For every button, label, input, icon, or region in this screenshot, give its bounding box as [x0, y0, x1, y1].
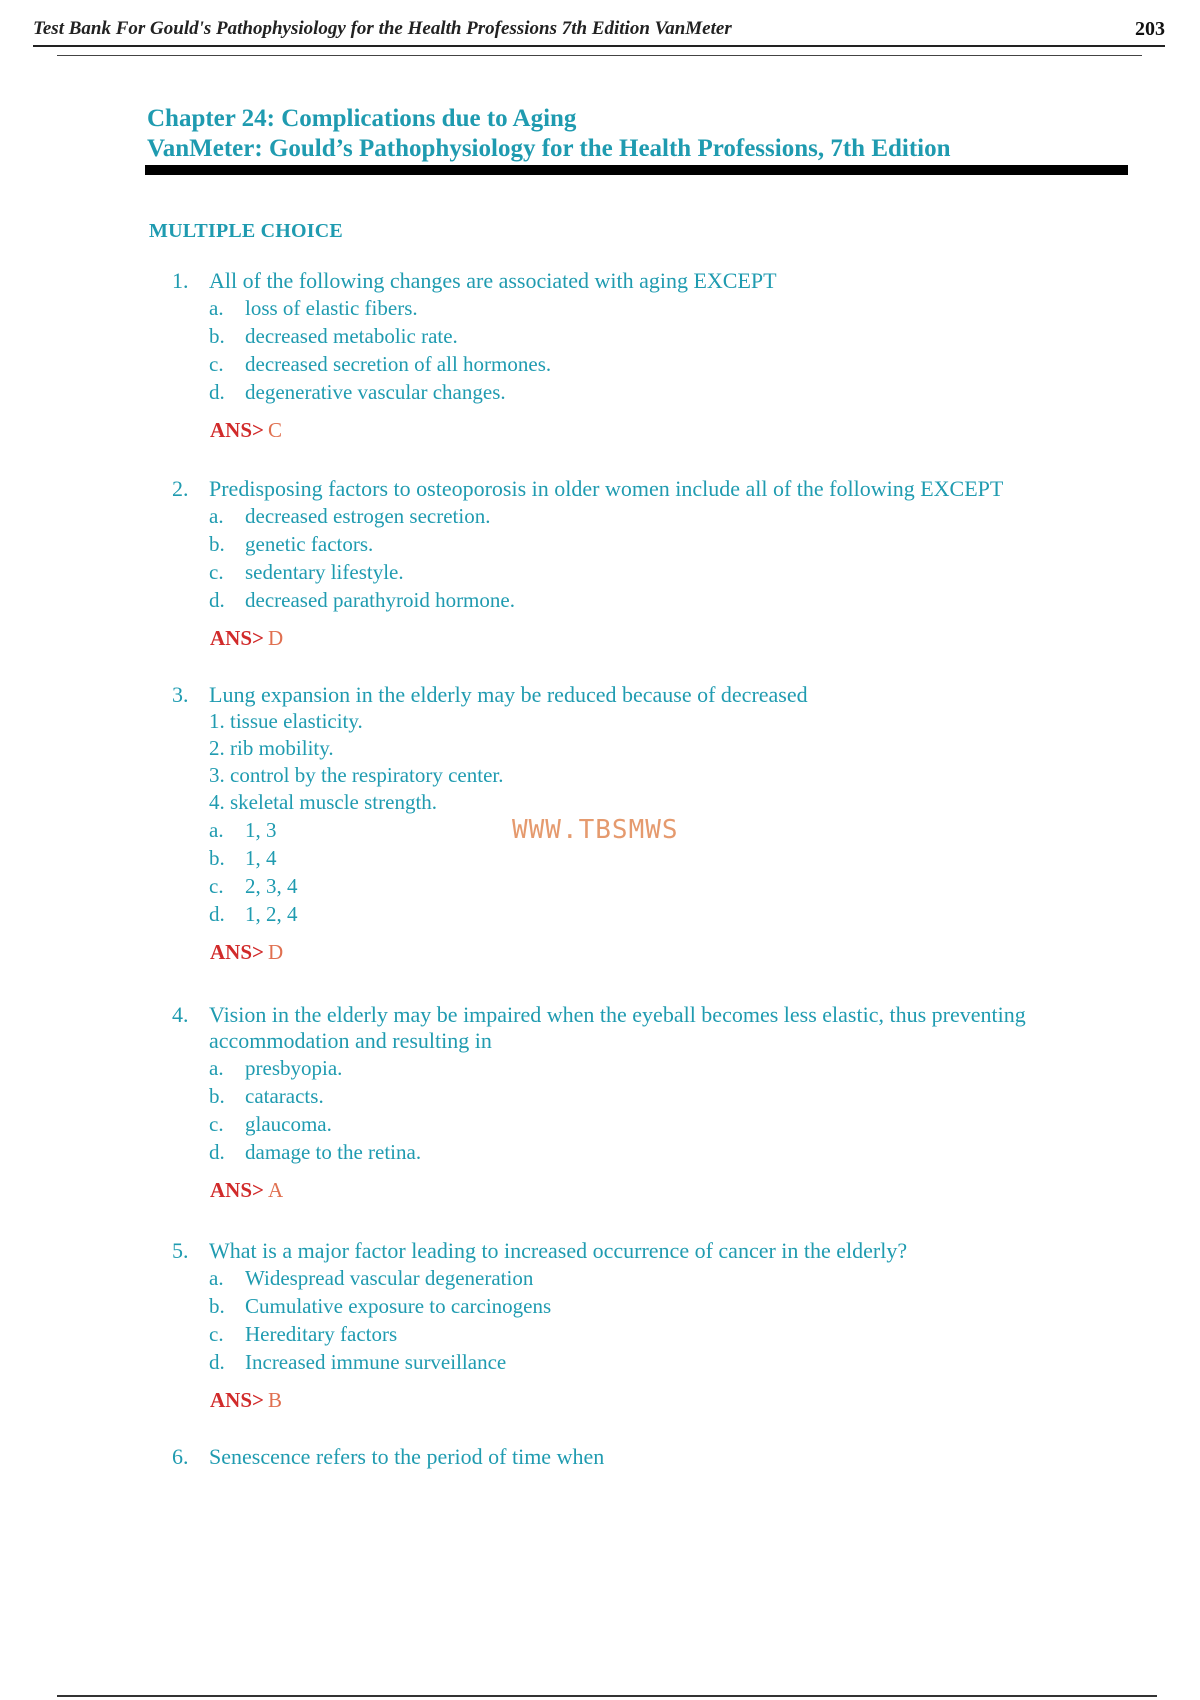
question-stem: What is a major factor leading to increased occurrence of cancer in the elderly?	[209, 1238, 908, 1263]
option-c: c. 2, 3, 4	[209, 874, 298, 898]
running-header-title: Test Bank For Gould's Pathophysiology for the Health Professions 7th Edition VanMeter	[33, 18, 732, 39]
option-a: a. loss of elastic fibers.	[209, 296, 418, 320]
answer: ANS> D	[210, 626, 284, 650]
question-number: 5.	[172, 1238, 189, 1263]
question-stem: Lung expansion in the elderly may be reduced because of decreased	[209, 682, 808, 707]
question-stem: All of the following changes are associated with aging EXCEPT	[209, 268, 777, 293]
answer: ANS> D	[210, 940, 284, 964]
option-a: a. Widespread vascular degeneration	[209, 1266, 534, 1290]
question-number: 1.	[172, 268, 189, 293]
watermark: WWW.TBSMWS	[512, 815, 679, 845]
option-d: d. degenerative vascular changes.	[209, 380, 506, 404]
question-number: 2.	[172, 476, 189, 501]
title-divider	[145, 165, 1128, 175]
option-b: b. genetic factors.	[209, 532, 374, 556]
book-title: VanMeter: Gould’s Pathophysiology for the Health Professions, 7th Edition	[147, 135, 951, 162]
option-a: a. presbyopia.	[209, 1056, 343, 1080]
statement-2: 2. rib mobility.	[209, 736, 334, 760]
option-b: b. cataracts.	[209, 1084, 324, 1108]
option-d: d. 1, 2, 4	[209, 902, 298, 926]
header-rule-thin	[57, 55, 1142, 56]
option-d: d. decreased parathyroid hormone.	[209, 588, 515, 612]
header-rule	[33, 45, 1165, 47]
statement-1: 1. tissue elasticity.	[209, 709, 363, 733]
statement-4: 4. skeletal muscle strength.	[209, 790, 438, 814]
question-4	[172, 1002, 1132, 1203]
option-c: c. Hereditary factors	[209, 1322, 398, 1346]
option-b: b. decreased metabolic rate.	[209, 324, 458, 348]
question-1	[172, 268, 1132, 443]
question-stem: Predisposing factors to osteoporosis in older women include all of the following EXCEPT	[209, 476, 1004, 501]
question-number: 4.	[172, 1002, 189, 1027]
option-d: d. damage to the retina.	[209, 1140, 422, 1164]
question-number: 6.	[172, 1444, 189, 1469]
question-stem: Senescence refers to the period of time when	[209, 1444, 605, 1469]
answer: ANS> C	[210, 418, 282, 442]
option-a: a. decreased estrogen secretion.	[209, 504, 491, 528]
option-c: c. decreased secretion of all hormones.	[209, 352, 552, 376]
option-b: b. Cumulative exposure to carcinogens	[209, 1294, 552, 1318]
option-d: d. Increased immune surveillance	[209, 1350, 507, 1374]
statement-3: 3. control by the respiratory center.	[209, 763, 504, 787]
answer: ANS> A	[210, 1178, 284, 1202]
question-number: 3.	[172, 682, 189, 707]
chapter-title: Chapter 24: Complications due to Aging	[147, 105, 577, 132]
option-c: c. glaucoma.	[209, 1112, 332, 1136]
option-a: a. 1, 3	[209, 818, 277, 842]
question-2	[172, 476, 1132, 651]
footer-rule	[57, 1695, 1157, 1697]
page-number: 203	[1135, 18, 1165, 40]
option-b: b. 1, 4	[209, 846, 277, 870]
option-c: c. sedentary lifestyle.	[209, 560, 404, 584]
section-heading: MULTIPLE CHOICE	[149, 220, 343, 242]
question-5	[172, 1238, 1132, 1413]
question-stem: Vision in the elderly may be impaired when the eyeball becomes less elastic, thus preventing accommodation and resulting in	[209, 1002, 1026, 1053]
answer: ANS> B	[210, 1388, 282, 1412]
question-6	[172, 1444, 1132, 1470]
